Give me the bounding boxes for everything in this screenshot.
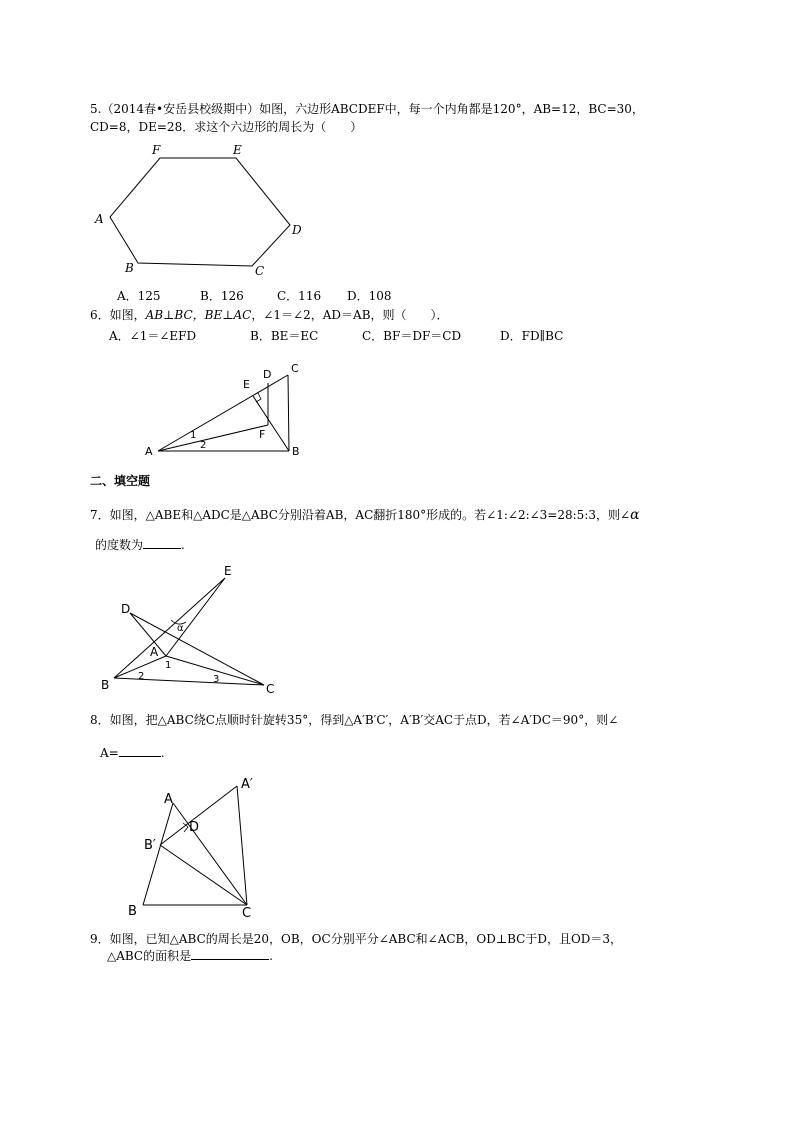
q6-label-F: F — [259, 428, 266, 441]
q8-stem-line2 — [100, 745, 165, 761]
q5-label-C: C — [255, 264, 265, 278]
q6-triangle-figure — [145, 362, 300, 458]
q6-label-C: C — [291, 362, 299, 375]
q8-label-B: B — [128, 904, 137, 919]
q7-label-A: A — [150, 645, 159, 659]
q5-label-D: D — [292, 223, 302, 237]
q7-angle-alpha: α — [177, 623, 184, 634]
q7-line2-end: . — [181, 538, 185, 552]
q7-label-B: B — [101, 678, 110, 692]
q6-option-a: A．∠1＝∠EFD — [109, 329, 197, 343]
q7-answer-blank[interactable] — [143, 537, 181, 549]
q6-stem-perpendicular: AB⊥BC，BE⊥AC — [145, 308, 252, 322]
q9-line2-end: . — [269, 949, 273, 963]
q8-line2-text: A= — [100, 746, 119, 760]
q5-label-B: B — [125, 261, 134, 275]
q8-line2-end: . — [160, 746, 165, 760]
q5-hexagon — [110, 158, 290, 266]
q6-stem-prefix: 6．如图， — [90, 308, 146, 322]
q9-stem-line2 — [107, 948, 273, 964]
q6-label-B: B — [292, 445, 300, 458]
q8-label-D: D — [189, 820, 200, 835]
q7-fold-figure — [101, 564, 274, 696]
q5-label-F: F — [152, 143, 161, 157]
q7-angle-1: 1 — [165, 660, 172, 671]
q7-alpha-symbol: α — [630, 507, 640, 523]
q7-angle-3: 3 — [213, 674, 220, 685]
q6-stem — [90, 307, 449, 323]
q6-label-E: E — [243, 378, 250, 391]
q6-label-A: A — [145, 445, 153, 458]
q7-line2-text: 的度数为 — [95, 538, 144, 552]
q5-option-b: B．126 — [200, 289, 244, 303]
q7-label-E: E — [224, 564, 232, 578]
q6-option-b: B．BE＝EC — [250, 329, 319, 343]
q8-rotation-figure — [128, 777, 253, 921]
q6-angle-2: 2 — [200, 440, 207, 451]
q6-angle-1: 1 — [190, 430, 197, 441]
q5-label-E: E — [233, 143, 242, 157]
q8-label-B-prime: B′ — [144, 838, 156, 853]
q5-label-A: A — [95, 212, 104, 226]
q8-stem-line1: 8．如图，把△ABC绕C点顺时针旋转35°，得到△A′B′C′，A′B′交AC于点D，若∠A′DC＝90°，则∠ — [90, 713, 619, 727]
q7-stem-line1 — [90, 507, 640, 523]
q9-answer-blank[interactable] — [191, 948, 269, 960]
q6-option-c: C．BF＝DF＝CD — [362, 329, 462, 343]
section-title-fill-blank: 二、填空题 — [90, 474, 151, 488]
q8-label-A-prime: A′ — [241, 777, 253, 792]
q7-label-C: C — [266, 682, 275, 696]
q6-label-D: D — [263, 368, 272, 381]
q7-stem-line2 — [95, 537, 185, 553]
q8-label-C: C — [242, 906, 252, 921]
q7-label-D: D — [121, 602, 131, 616]
q7-stem-text: 7．如图，△ABE和△ADC是△ABC分别沿着AB，AC翻折180°形成的。若∠1:∠2:∠3=28:5:3，则∠ — [90, 508, 631, 522]
q8-answer-blank[interactable] — [119, 745, 161, 757]
q5-option-c: C．116 — [277, 289, 322, 303]
q5-option-d: D．108 — [347, 289, 392, 303]
q6-stem-suffix: ，∠1＝∠2，AD＝AB，则（ ）． — [251, 308, 449, 322]
q5-option-a: A．125 — [117, 289, 161, 303]
q6-option-d: D．FD∥BC — [500, 329, 564, 343]
q5-hexagon-figure — [94, 143, 302, 278]
q9-line2-text: △ABC的面积是 — [107, 949, 192, 963]
q9-stem-line1: 9．如图，已知△ABC的周长是20，OB，OC分别平分∠ABC和∠ACB，OD⊥BC于D，且OD＝3， — [90, 932, 623, 946]
q8-label-A: A — [164, 792, 173, 807]
q5-stem-line2: CD=8，DE=28．求这个六边形的周长为（ ） — [90, 120, 363, 134]
q7-angle-2: 2 — [138, 671, 145, 682]
q5-stem-line1: 5.（2014春•安岳县校级期中）如图，六边形ABCDEF中，每一个内角都是120°，AB=12，BC=30， — [90, 102, 644, 116]
